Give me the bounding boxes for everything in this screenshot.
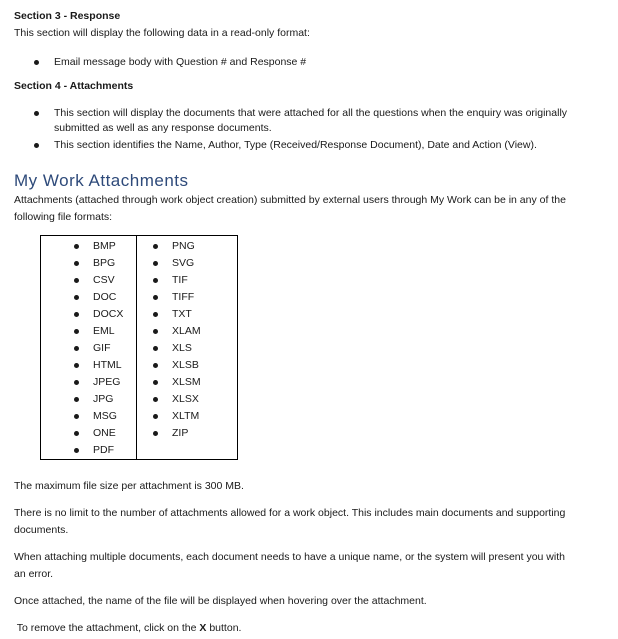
bullet-icon bbox=[74, 295, 79, 300]
list-item: CSV bbox=[41, 272, 136, 289]
bullet-icon bbox=[153, 329, 158, 334]
hover-text: Once attached, the name of the file will be displayed when hovering over the attachment. bbox=[14, 595, 427, 607]
bullet-icon bbox=[153, 295, 158, 300]
bullet-icon bbox=[34, 143, 39, 148]
bullet-icon bbox=[153, 244, 158, 249]
bullet-icon bbox=[153, 380, 158, 385]
list-item: This section identifies the Name, Author, Type (Received/Response Document), Date and Action (View). bbox=[14, 138, 567, 153]
list-item: XLS bbox=[137, 340, 237, 357]
list-item: XLSX bbox=[137, 391, 237, 408]
list-item: PDF bbox=[41, 442, 136, 459]
list-item: EML bbox=[41, 323, 136, 340]
remove-attachment-text: To remove the attachment, click on the X button. bbox=[14, 622, 242, 634]
unique-name-text: When attaching multiple documents, each document needs to have a unique name, or the system will present you with an error. bbox=[14, 551, 565, 580]
x-button-label: X bbox=[199, 622, 207, 634]
list-item: XLAM bbox=[137, 323, 237, 340]
list-item: BPG bbox=[41, 255, 136, 272]
list-item: HTML bbox=[41, 357, 136, 374]
list-item: JPG bbox=[41, 391, 136, 408]
list-item: SVG bbox=[137, 255, 237, 272]
bullet-icon bbox=[74, 448, 79, 453]
bullet-icon bbox=[74, 431, 79, 436]
list-item: TIFF bbox=[137, 289, 237, 306]
bullet-icon bbox=[74, 278, 79, 283]
list-item: XLTM bbox=[137, 408, 237, 425]
bullet-icon bbox=[153, 363, 158, 368]
list-item: GIF bbox=[41, 340, 136, 357]
list-item: BMP bbox=[41, 238, 136, 255]
list-item: DOCX bbox=[41, 306, 136, 323]
list-item: JPEG bbox=[41, 374, 136, 391]
max-size-text: The maximum file size per attachment is 300 MB. bbox=[14, 480, 244, 492]
section-3-intro: This section will display the following data in a read-only format: bbox=[14, 27, 310, 39]
list-item: ONE bbox=[41, 425, 136, 442]
list-item: XLSB bbox=[137, 357, 237, 374]
file-formats-table bbox=[40, 235, 238, 460]
no-limit-text: There is no limit to the number of attachments allowed for a work object. This includes main documents and supporting documents. bbox=[14, 507, 566, 536]
formats-column-2 bbox=[137, 236, 238, 460]
list-item: XLSM bbox=[137, 374, 237, 391]
section-4-bullet-list bbox=[14, 106, 567, 153]
bullet-icon bbox=[74, 414, 79, 419]
bullet-icon bbox=[74, 346, 79, 351]
list-item: ZIP bbox=[137, 425, 237, 442]
list-item: TXT bbox=[137, 306, 237, 323]
bullet-icon bbox=[74, 380, 79, 385]
bullet-icon bbox=[74, 261, 79, 266]
bullet-icon bbox=[153, 346, 158, 351]
section-3-heading: Section 3 - Response bbox=[14, 10, 121, 22]
my-work-intro: Attachments (attached through work object creation) submitted by external users through My Work can be in any of the following file formats: bbox=[14, 194, 566, 223]
bullet-icon bbox=[153, 414, 158, 419]
bullet-icon bbox=[74, 312, 79, 317]
list-item: DOC bbox=[41, 289, 136, 306]
bullet-icon bbox=[74, 329, 79, 334]
bullet-icon bbox=[74, 363, 79, 368]
section-3-bullet-list bbox=[14, 55, 306, 70]
list-item: MSG bbox=[41, 408, 136, 425]
bullet-icon bbox=[34, 60, 39, 65]
bullet-icon bbox=[153, 397, 158, 402]
bullet-icon bbox=[153, 431, 158, 436]
bullet-icon bbox=[153, 261, 158, 266]
bullet-icon bbox=[153, 312, 158, 317]
list-item: This section will display the documents that were attached for all the questions when the enquiry was originally submitted as well as any response documents. bbox=[14, 106, 567, 136]
formats-column-1 bbox=[41, 236, 137, 460]
section-4-heading: Section 4 - Attachments bbox=[14, 80, 134, 92]
my-work-attachments-heading: My Work Attachments bbox=[14, 171, 189, 190]
bullet-icon bbox=[153, 278, 158, 283]
bullet-icon bbox=[74, 244, 79, 249]
bullet-icon bbox=[74, 397, 79, 402]
list-item: Email message body with Question # and Response # bbox=[14, 55, 306, 70]
bullet-icon bbox=[34, 111, 39, 116]
list-item: PNG bbox=[137, 238, 237, 255]
list-item: TIF bbox=[137, 272, 237, 289]
